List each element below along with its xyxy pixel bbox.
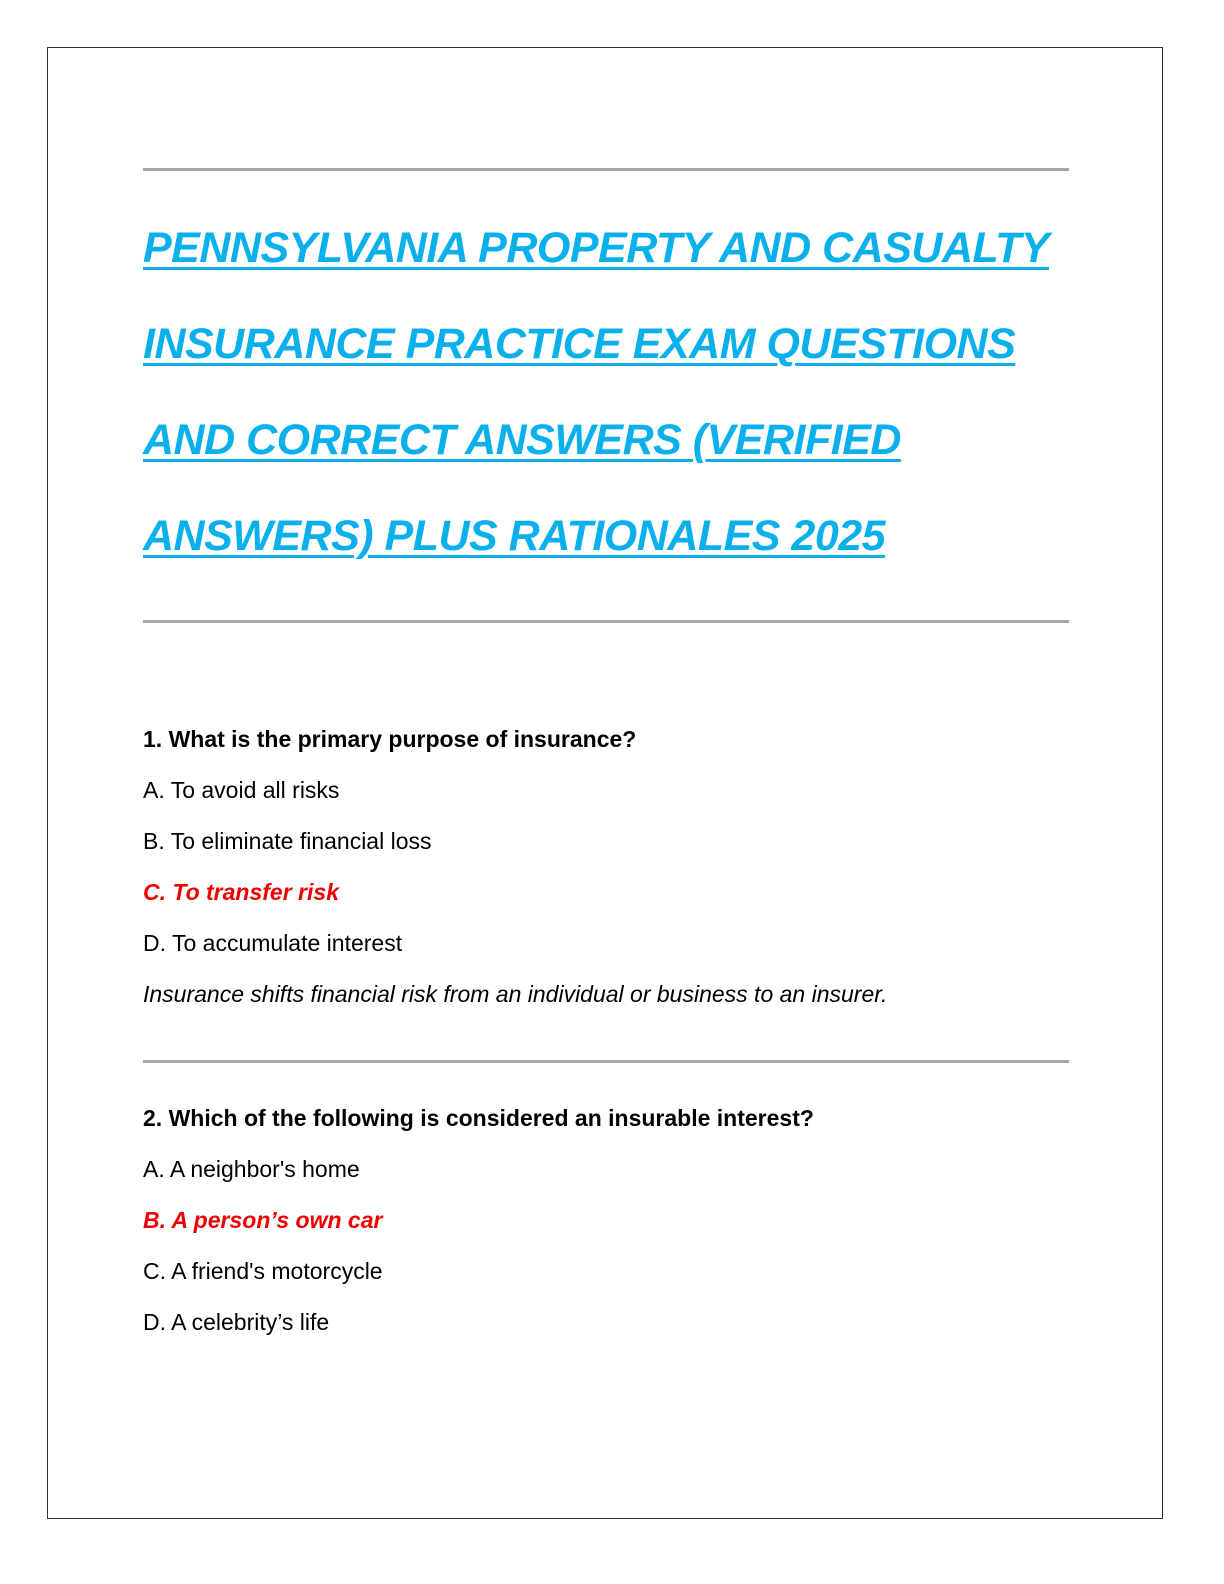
answer-option-a: A. To avoid all risks [143, 777, 340, 803]
rationale-text: Insurance shifts financial risk from an individual or business to an insurer. [143, 981, 888, 1007]
answer-option-d: D. A celebrity’s life [143, 1309, 330, 1335]
question-block-2 [143, 1101, 1083, 1356]
answer-option-c-correct: C. To transfer risk [143, 879, 339, 905]
title-line: ANSWERS) PLUS RATIONALES 2025 [143, 512, 886, 560]
question-text: 1. What is the primary purpose of insurance? [143, 726, 637, 752]
answer-option-b-correct: B. A person’s own car [143, 1207, 383, 1233]
answer-option-a: A. A neighbor's home [143, 1156, 360, 1182]
question-text: 2. Which of the following is considered an insurable interest? [143, 1105, 814, 1131]
document-title [143, 200, 1083, 584]
horizontal-rule-between-questions [143, 1060, 1069, 1063]
horizontal-rule-below-title [143, 620, 1069, 623]
horizontal-rule-top [143, 168, 1069, 171]
question-block-1 [143, 722, 1083, 1028]
answer-option-d: D. To accumulate interest [143, 930, 403, 956]
title-line: PENNSYLVANIA PROPERTY AND CASUALTY [143, 224, 1050, 272]
answer-option-b: B. To eliminate financial loss [143, 828, 432, 854]
title-line: AND CORRECT ANSWERS (VERIFIED [143, 416, 901, 464]
title-line: INSURANCE PRACTICE EXAM QUESTIONS [143, 320, 1016, 368]
answer-option-c: C. A friend's motorcycle [143, 1258, 383, 1284]
